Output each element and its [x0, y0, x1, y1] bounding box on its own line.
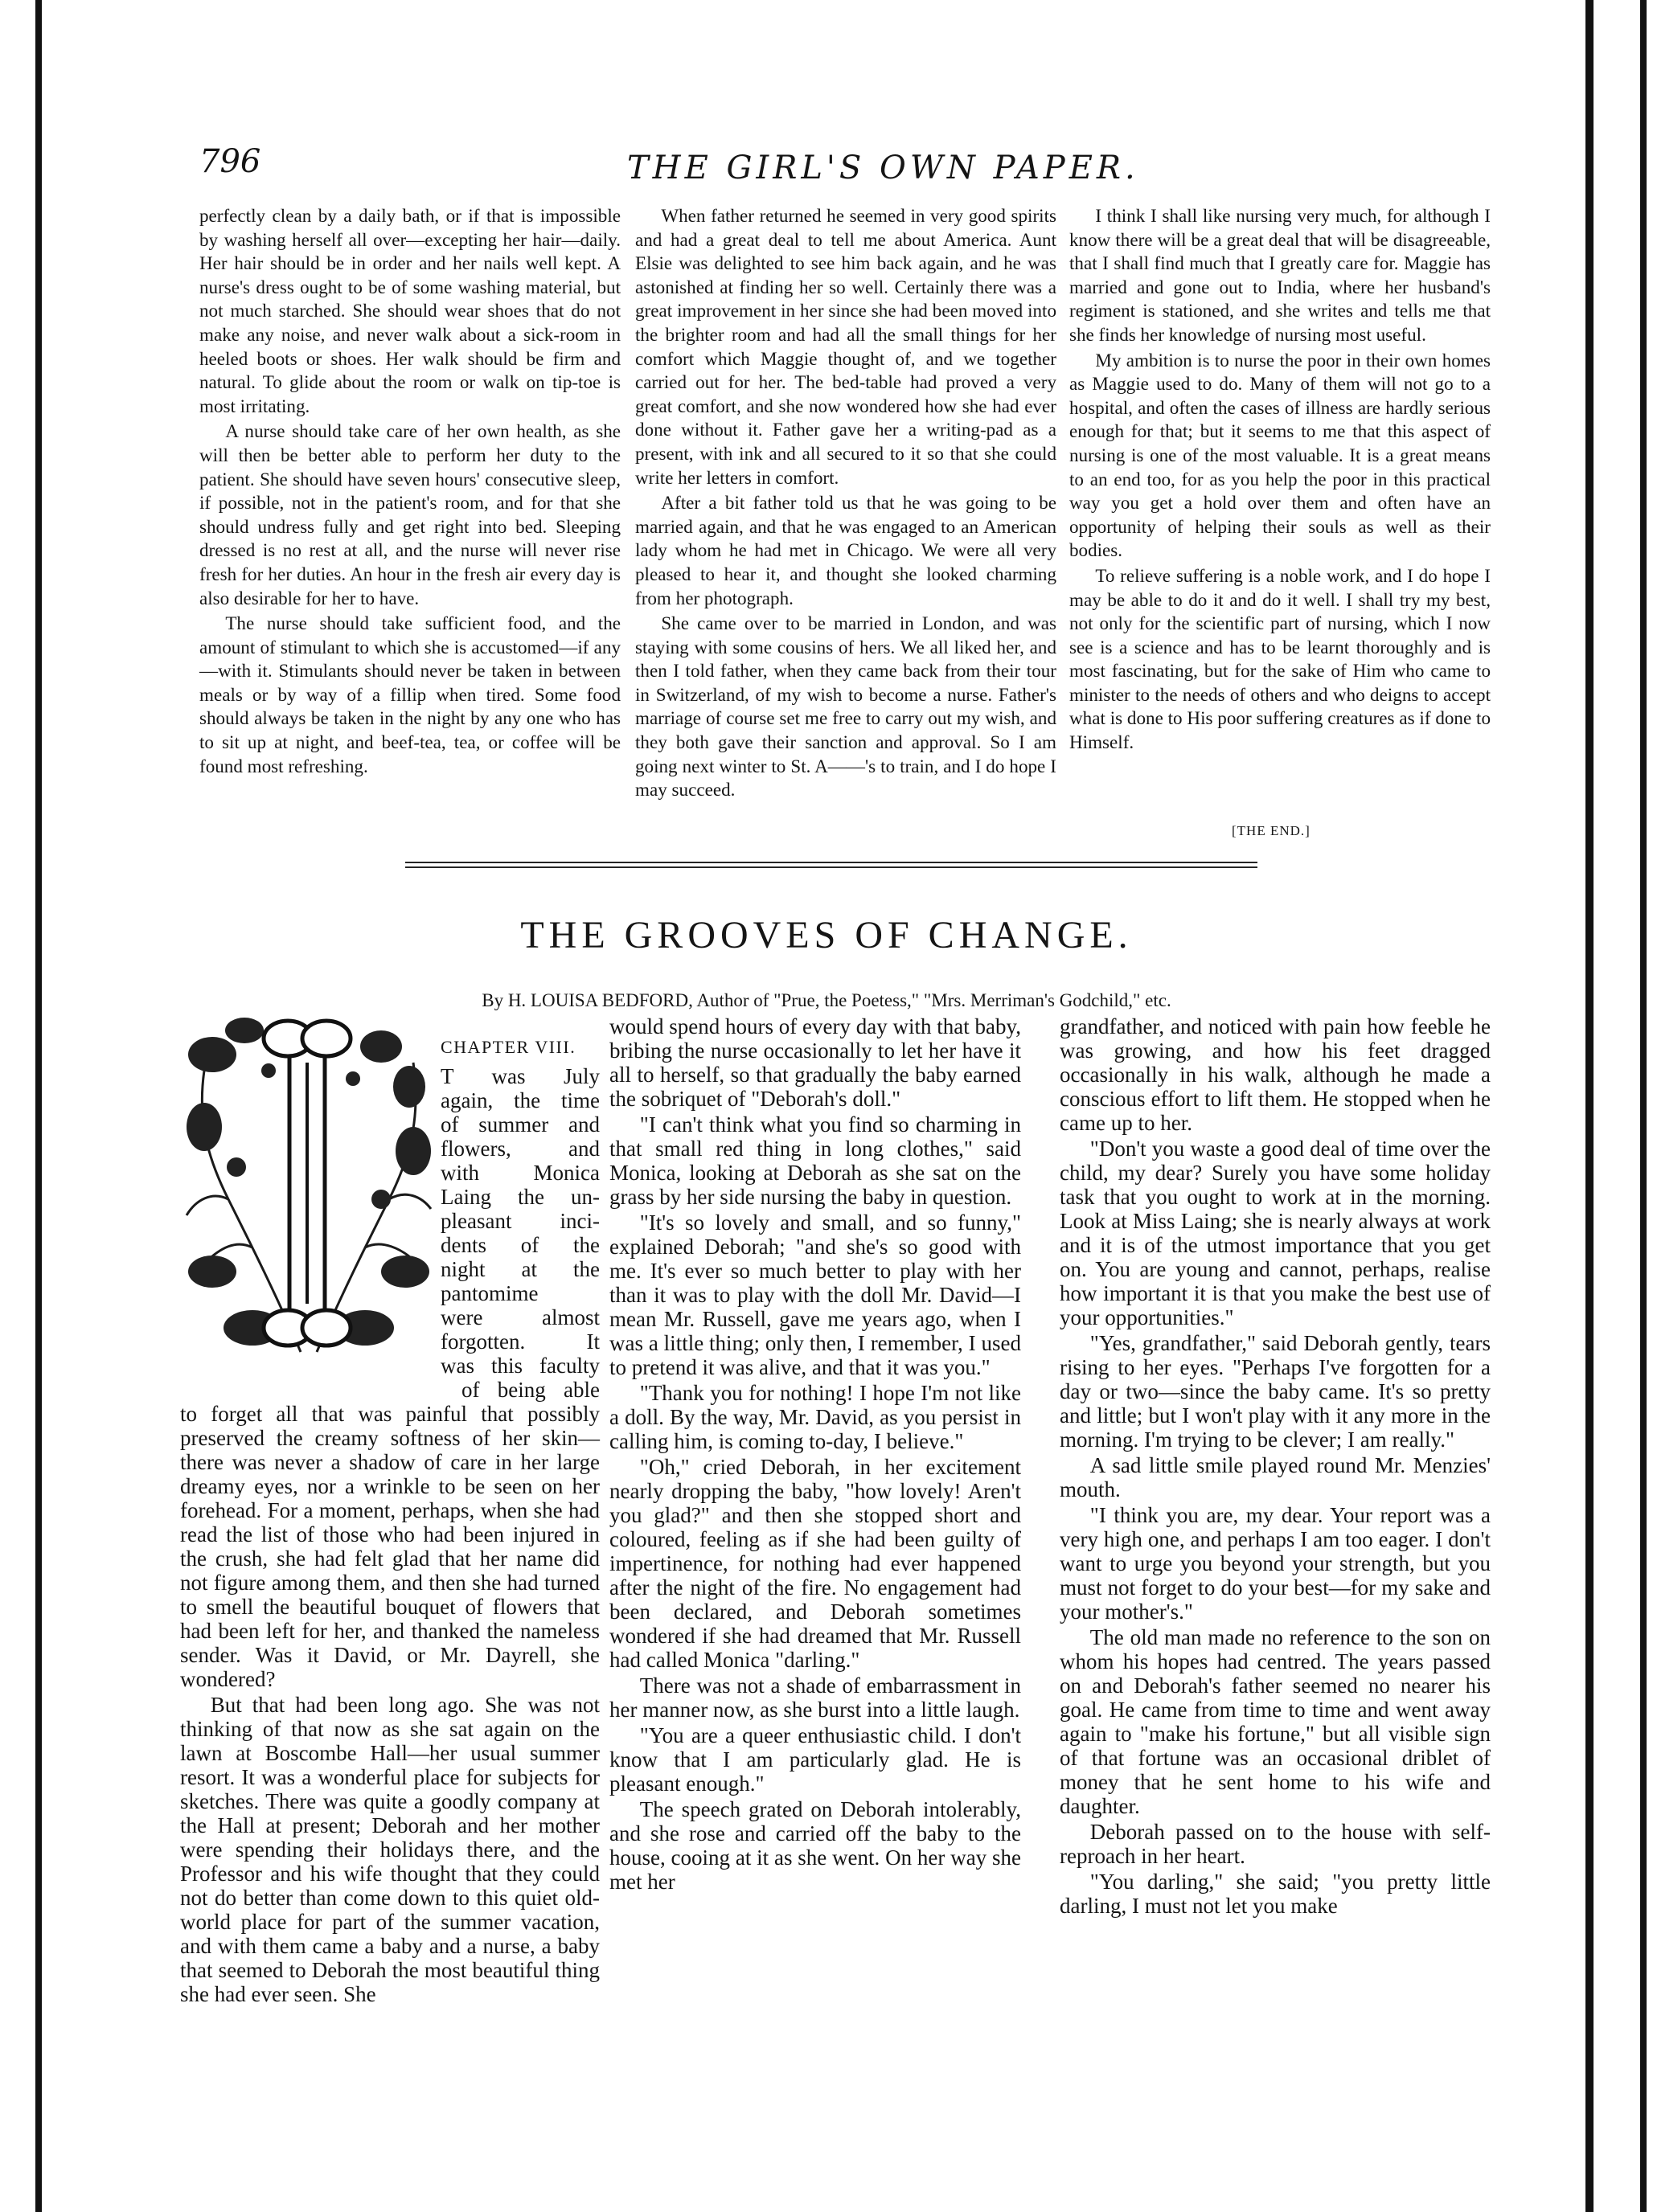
paragraph: My ambition is to nurse the poor in their own homes as Maggie used to do. Many of them will not go to a hospital, and often the cases of illness are hardly serious enough for that; but it seems to me that this aspect of nursing is one of the most valuable. It is a great means to an end too, for as you help the poor in this practical way you get a hold over them and often have an opportunity of helping their souls as well as their bodies.: [1069, 349, 1491, 561]
text-line: forgotten. It: [441, 1329, 600, 1354]
paragraph: The nurse should take sufficient food, and the amount of stimulant to which she is accustomed—if any—with it. Stimulants should never be taken in between meals or by way of a fillip when tired. Some food should always be taken in the night by any one who has to sit up at night, and beef-tea, tea, or coffee will be found most refreshing.: [199, 612, 621, 776]
text-line: night at the: [441, 1257, 600, 1281]
paragraph: A nurse should take care of her own health, as she will then be better able to perform her duty to the patient. She should have seven hours' consecutive sleep, if possible, not in the patient's room, and for that she should undress fully and get right into bed. Sleeping dressed is no rest at all, and the nurse will never rise fresh for her duties. An hour in the fresh air every day is also desirable for her to have.: [199, 420, 621, 608]
paragraph: "I can't think what you find so charming in that small red thing in long clothes," said Monica, looking at Deborah as she sat on the grass by her side nursing the baby in question.: [609, 1112, 1021, 1209]
paragraph: would spend hours of every day with that baby, bribing the nurse occasionally to let her have it all to herself, so that gradually the baby earned the sobriquet of "Deborah's doll.": [609, 1014, 1021, 1111]
paragraph: After a bit father told us that he was going to be married again, and that he was engaged to an American lady whom he had met in Chicago. We were all very pleased to hear it, and thought she looked charming from her photograph.: [635, 492, 1056, 608]
paragraph: Deborah passed on to the house with self-reproach in her heart.: [1060, 1820, 1491, 1868]
paragraph: "Don't you waste a good deal of time over the child, my dear? Surely you have some holiday task that you ought to work at in the morning. Look at Miss Laing; she is nearly always at work and it is of the utmost importance that you get on. You are young and cannot, perhaps, realise how important it is that you make the best use of your opportunities.": [1060, 1137, 1491, 1329]
paragraph: "Thank you for nothing! I hope I'm not like a doll. By the way, Mr. David, as you persist in calling him, is coming to-day, I believe.": [609, 1381, 1021, 1453]
story-column-1: [180, 1402, 600, 2006]
text-line: flowers, and: [441, 1137, 600, 1161]
text-line: with Monica: [441, 1161, 600, 1185]
article-end-column-3: [1069, 204, 1491, 755]
paragraph: But that had been long ago. She was not thinking of that now as she sat again on the lawn at Boscombe Hall—her usual summer resort. It was a wonderful place for subjects for sketches. There was quite a goodly company at the Hall at present; Deborah and her mother were spending their holidays there, and the Professor and his wife thought that they could not do better than come down to this quiet old-world place for part of the summer vacation, and with them came a baby and a nurse, a baby that seemed to Deborah the most beautiful thing she had ever seen. She: [180, 1693, 600, 2006]
paragraph: "I think you are, my dear. Your report was a very high one, and perhaps I am too eager. I don't want to urge you beyond your strength, but you must not forget to do your best—for my sake and your mother's.": [1060, 1503, 1491, 1624]
text-line: pleasant inci-: [441, 1209, 600, 1233]
paragraph: The old man made no reference to the son on whom his hopes had centred. The years passed on and Deborah's father seemed no nearer his goal. He came from time to time and went away again to "make his fortune," but all visible sign of that fortune was an occasional driblet of money that he sent home to his wife and daughter.: [1060, 1625, 1491, 1818]
running-title: THE GIRL'S OWN PAPER.: [627, 150, 1139, 186]
paragraph: When father returned he seemed in very good spirits and had a great deal to tell me about America. Aunt Elsie was delighted to see him back again, and he was astonished at finding her so well. Certainly there was a great improvement in her since she had been moved into the brighter room and had all the small things for her comfort which Maggie thought of, and we together carried out for her. The bed-table had proved a very great comfort, and she now wondered how she had ever done without it. Father gave her a writing-pad as a present, with ink and all secured to it so that she could write her letters in comfort.: [635, 205, 1056, 488]
story-column-2: [609, 1014, 1021, 1894]
chapter-heading: CHAPTER VIII.: [441, 1037, 576, 1057]
text-line: were almost: [441, 1305, 600, 1329]
section-divider: [405, 862, 1257, 863]
text-line: dents of the: [441, 1233, 600, 1257]
paragraph: "It's so lovely and small, and so funny," explained Deborah; "and she's so good with me. It's ever so much better to play with her than it was to play with the doll Mr. David—I mean Mr. Russell, gave me years ago, when I was a little thing; only then, I remember, I used to pretend it was alive, and that it was you.": [609, 1210, 1021, 1379]
article-end-column-1: [199, 204, 621, 778]
paragraph: to forget all that was painful that possibly preserved the creamy softness of her skin—there was never a shadow of care in her large dreamy eyes, nor a wrinkle to be seen on her forehead. For a moment, perhaps, when she had read the list of those who had been injured in the crush, she had felt glad that her name did not figure among them, and then she had turned to smell the beautiful bouquet of flowers that had been left for her, and thanked the nameless sender. Was it David, or Mr. Dayrell, she wondered?: [180, 1402, 600, 1691]
text-line: of being able: [461, 1378, 600, 1402]
section-divider: [405, 866, 1257, 868]
text-line: again, the time: [441, 1088, 600, 1112]
paragraph: "You darling," she said; "you pretty little darling, I must not let you make: [1060, 1870, 1491, 1918]
text-line: pantomime: [441, 1281, 539, 1305]
paragraph: perfectly clean by a daily bath, or if that is impossible by washing herself all over—excepting her hair—daily. Her hair should be in order and her nails well kept. A nurse's dress ought to be of some washing material, but not much starched. She should wear shoes that do not make any noise, and never walk about a sick-room in heeled boots or shoes. Her walk should be firm and natural. To glide about the room or walk on tip-toe is most irritating.: [199, 205, 621, 416]
text-line: of summer and: [441, 1112, 600, 1137]
story-title: THE GROOVES OF CHANGE.: [520, 914, 1133, 956]
article-end-column-2: [635, 204, 1056, 802]
page-number: 796: [199, 143, 261, 180]
page-edge-right: [1585, 0, 1594, 2212]
paragraph: The speech grated on Deborah intolerably, and she rose and carried off the baby to the house, cooing at it as she went. On her way she met her: [609, 1797, 1021, 1894]
text-line: Laing the un-: [441, 1185, 600, 1209]
ornamental-initial-illustration: [180, 1006, 434, 1360]
paragraph: A sad little smile played round Mr. Menzies' mouth.: [1060, 1453, 1491, 1501]
story-byline: By H. LOUISA BEDFORD, Author of "Prue, the Poetess," "Mrs. Merriman's Godchild," etc.: [482, 990, 1171, 1010]
text-line: was this faculty: [441, 1354, 600, 1378]
paragraph: To relieve suffering is a noble work, and I do hope I may be able to do it and do it well. I shall try my best, not only for the scientific part of nursing, which I now see is a science and has to be learnt thoroughly and is most fascinating, but for the sake of Him who came to minister to the needs of others and who deigns to accept what is done to His poor suffering creatures as if done to Himself.: [1069, 564, 1491, 753]
page-edge-far-right: [1640, 0, 1647, 2212]
page-edge-left: [35, 0, 42, 2212]
paragraph: She came over to be married in London, and was staying with some cousins of hers. We all liked her, and then I told father, when they came back from their tour in Switzerland, of my wish to become a nurse. Father's marriage of course set me free to carry out my wish, and they both gave their sanction and approval. So I am going next winter to St. A——'s to train, and I do hope I may succeed.: [635, 612, 1056, 801]
the-end-label: [THE END.]: [1232, 823, 1311, 838]
paragraph: "You are a queer enthusiastic child. I don't know that I am particularly glad. He is pleasant enough.": [609, 1723, 1021, 1796]
paragraph: "Yes, grandfather," said Deborah gently, tears rising to her eyes. "Perhaps I've forgotten for a day or two—since the baby came. It's so pretty and little; but I won't play with it any more in the morning. I'm trying to be clever; I am really.": [1060, 1331, 1491, 1452]
text-line: T was July: [441, 1064, 600, 1088]
story-column-3: [1060, 1014, 1491, 1918]
paragraph: "Oh," cried Deborah, in her excitement nearly dropping the baby, "how lovely! Aren't you glad?" and then she stopped short and coloured, feeling as if she had been guilty of impertinence, for nothing had ever happened after the night of the fire. No engagement had been declared, and Deborah sometimes wondered if she had dreamed that Mr. Russell had called Monica "darling.": [609, 1455, 1021, 1672]
paragraph: I think I shall like nursing very much, for although I know there will be a great deal that will be disagreeable, that I shall find much that I greatly care for. Maggie has married and gone out to India, where her husband's regiment is stationed, and she writes and tells me that she finds her knowledge of nursing most useful.: [1069, 205, 1491, 345]
paragraph: grandfather, and noticed with pain how feeble he was growing, and how his feet dragged occasionally in his walk, although he made a conscious effort to lift them. He stopped when he came up to her.: [1060, 1014, 1491, 1135]
paragraph: There was not a shade of embarrassment in her manner now, as she burst into a little laugh.: [609, 1673, 1021, 1722]
